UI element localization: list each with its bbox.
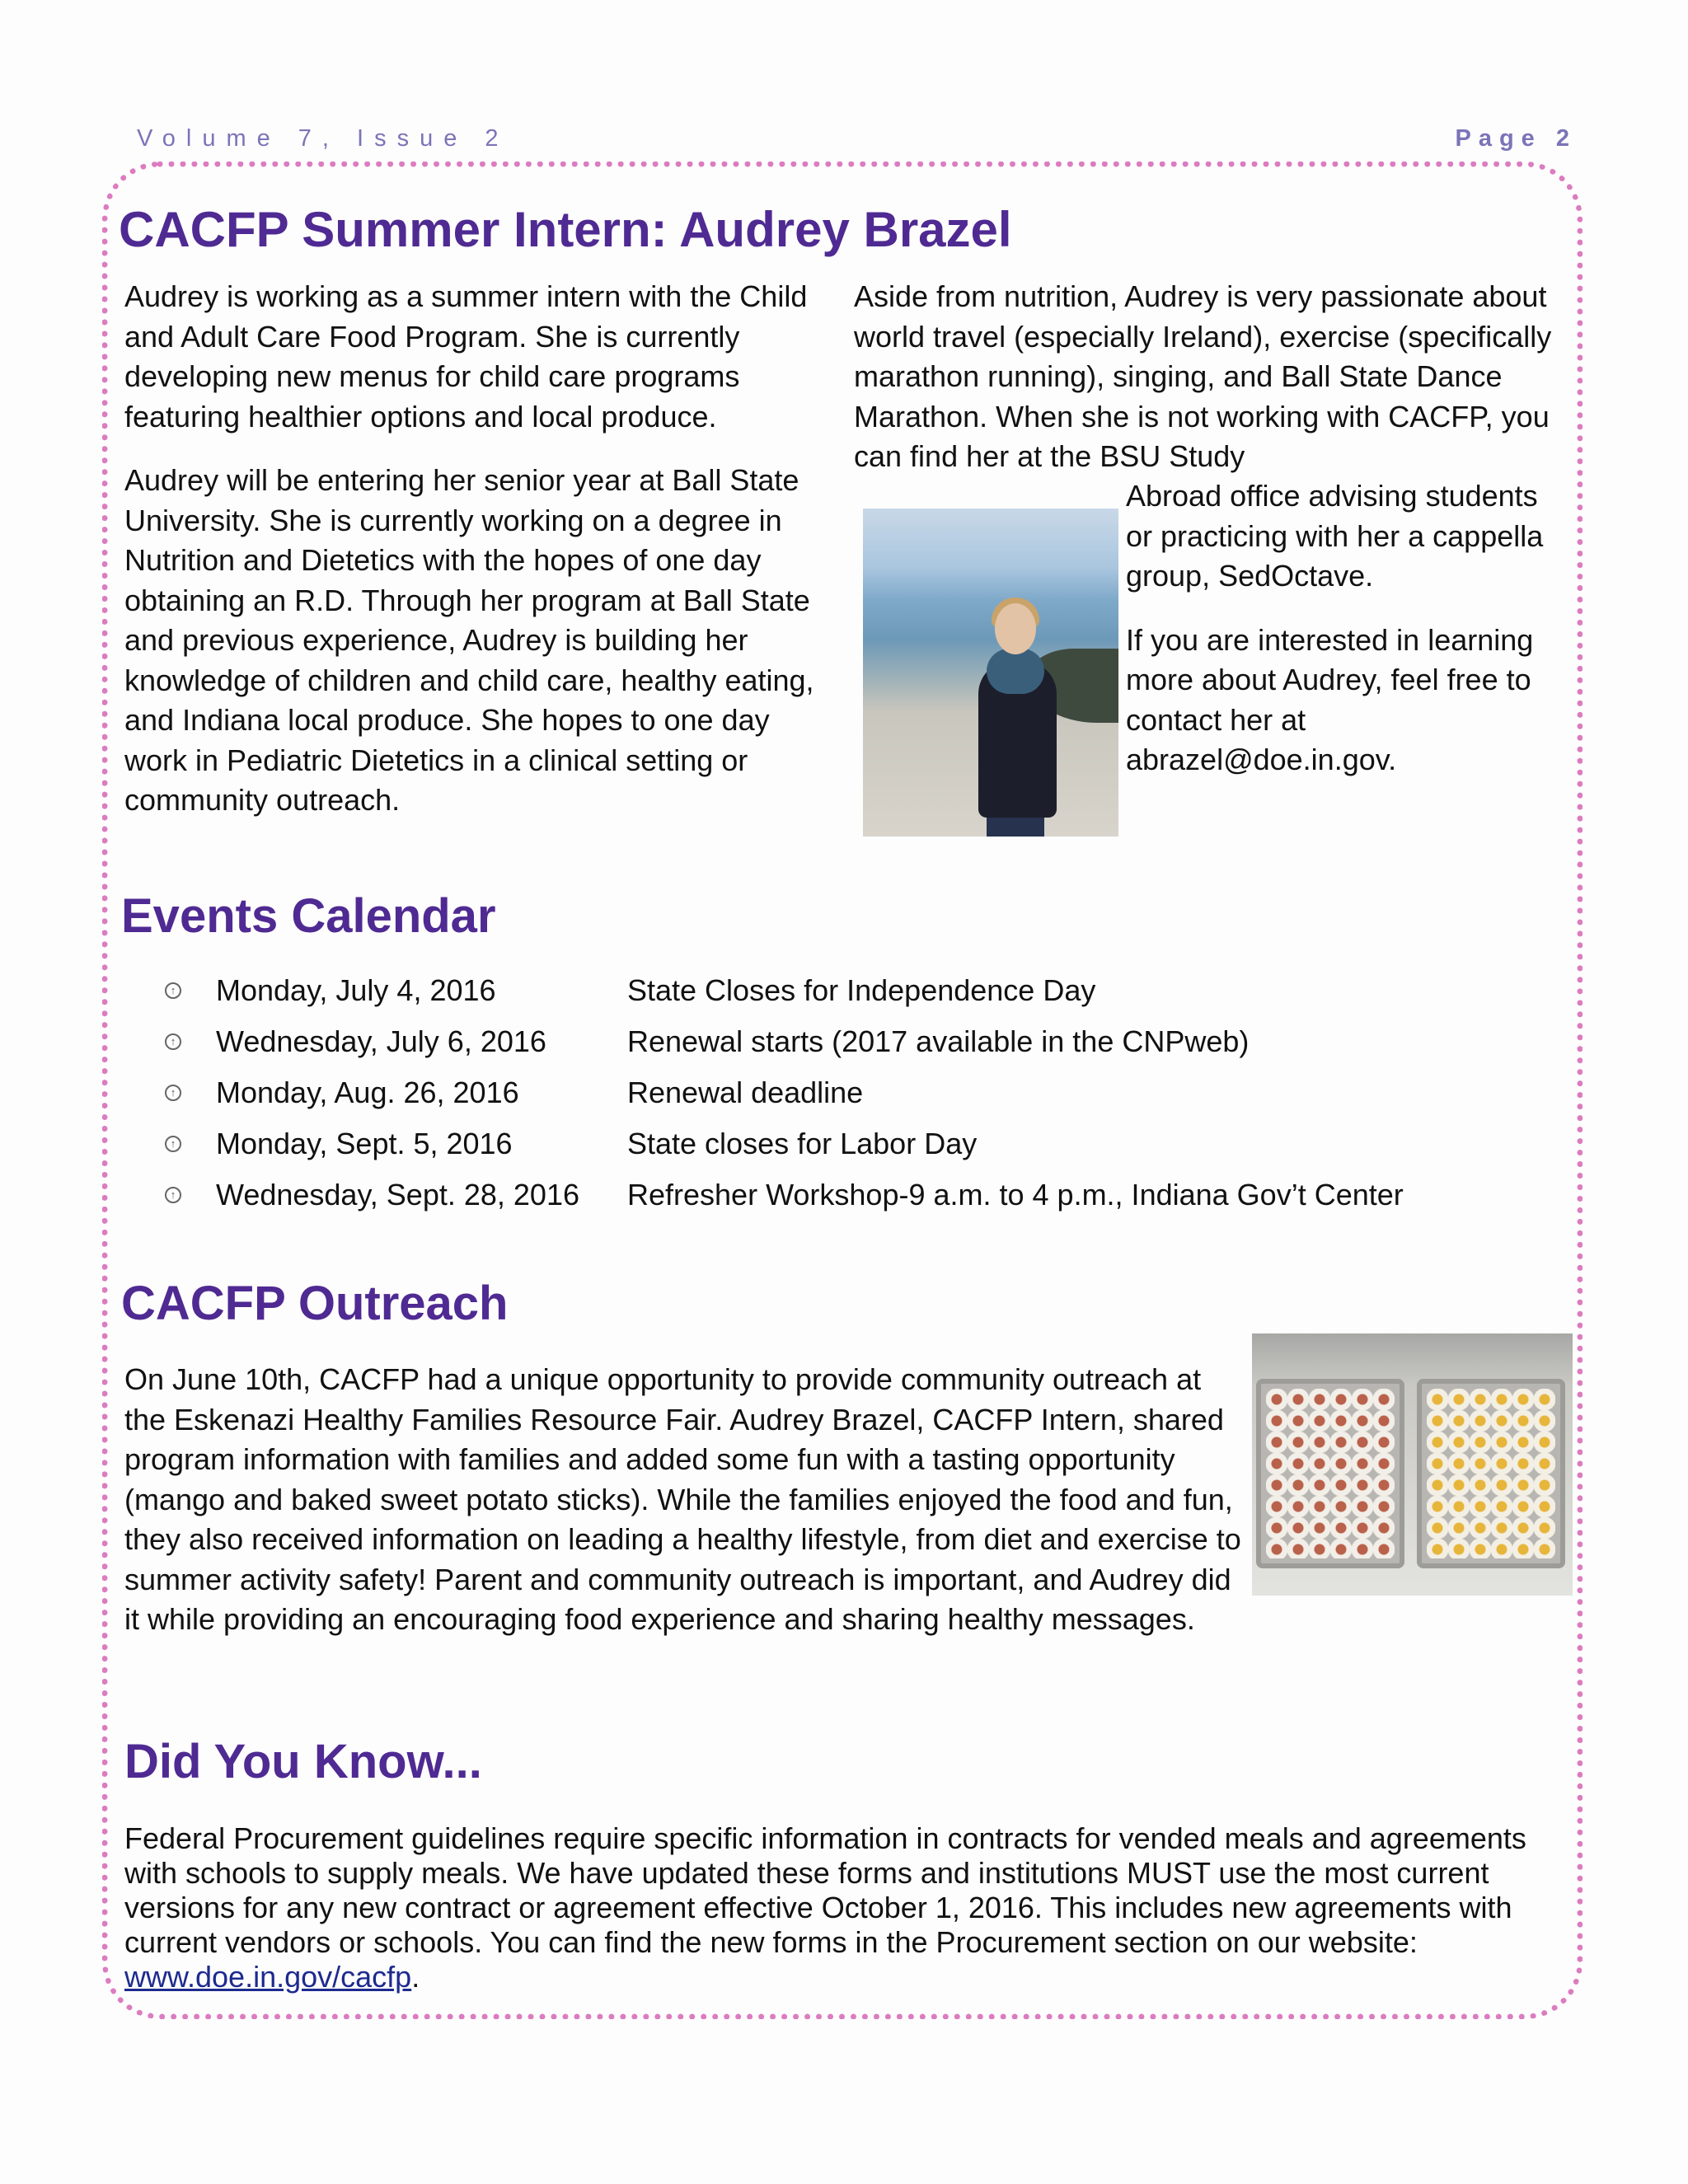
intern-paragraph-3: Aside from nutrition, Audrey is very passionate about world travel (especially Ireland), exercise (specifically marathon running), singing, and Ball State Dance Marathon. When she is not working with CACFP, you can find her at the BSU Study	[854, 279, 1552, 473]
clock-icon: ↑	[165, 1136, 181, 1152]
event-description: Renewal deadline	[627, 1076, 864, 1109]
event-date: Wednesday, July 6, 2016	[216, 1024, 546, 1058]
intern-column-left	[124, 277, 837, 845]
audrey-photo	[863, 509, 1118, 837]
events-title: Events Calendar	[121, 889, 496, 943]
volume-issue: Volume 7, Issue 2	[137, 125, 509, 152]
event-description: State Closes for Independence Day	[627, 973, 1096, 1007]
outreach-title: CACFP Outreach	[121, 1277, 509, 1330]
event-date: Monday, Sept. 5, 2016	[216, 1127, 513, 1160]
clock-icon: ↑	[165, 982, 181, 999]
event-date: Wednesday, Sept. 28, 2016	[216, 1178, 579, 1212]
intern-paragraph-4: Abroad office advising students or practicing with her a cappella group, SedOctave.	[1126, 479, 1544, 593]
intern-contact: If you are interested in learning more about Audrey, feel free to contact her at abrazel@doe.in.gov.	[1126, 622, 1534, 776]
event-description: Refresher Workshop-9 a.m. to 4 p.m., Indiana Gov’t Center	[627, 1178, 1404, 1212]
clock-icon: ↑	[165, 1187, 181, 1203]
event-date: Monday, Aug. 26, 2016	[216, 1076, 519, 1109]
didyouknow-body	[124, 1821, 1571, 1994]
intern-paragraph-2: Audrey will be entering her senior year at Ball State University. She is currently working on a degree in Nutrition and Dietetics with the hopes of one day obtaining an R.D. Through her program at Ball State and previous experience, Audrey is building her knowledge of children and child care, healthy eating, and Indiana local produce. She hopes to one day work in Pediatric Dietetics in a clinical setting or community outreach.	[124, 463, 814, 817]
clock-icon: ↑	[165, 1033, 181, 1050]
event-description: Renewal starts (2017 available in the CNPweb)	[627, 1024, 1250, 1058]
page-number: Page 2	[1455, 125, 1577, 152]
didyouknow-period: .	[411, 1960, 420, 1994]
clock-icon: ↑	[165, 1085, 181, 1101]
food-tasting-photo	[1252, 1333, 1573, 1596]
cacfp-website-link[interactable]: www.doe.in.gov/cacfp	[124, 1960, 412, 1994]
event-date: Monday, July 4, 2016	[216, 973, 496, 1007]
intern-column-right-wrap	[1126, 476, 1571, 804]
didyouknow-title: Did You Know...	[124, 1735, 482, 1788]
intern-paragraph-1: Audrey is working as a summer intern with the Child and Adult Care Food Program. She is currently developing new menus for child care programs featuring healthier options and local produce.	[124, 279, 808, 434]
event-description: State closes for Labor Day	[627, 1127, 978, 1160]
outreach-body: On June 10th, CACFP had a unique opportunity to provide community outreach at the Eskenazi Healthy Families Resource Fair. Audrey Brazel, CACFP Intern, shared program information with families and added some fun with a tasting opportunity (mango and baked sweet potato sticks). While the families enjoyed the food and fun, they also received information on leading a healthy lifestyle, from diet and exercise to summer activity safety! Parent and community outreach is important, and Audrey did it while providing an encouraging food experience and sharing healthy messages.	[124, 1362, 1241, 1636]
intern-title: CACFP Summer Intern: Audrey Brazel	[119, 202, 1012, 257]
didyouknow-text: Federal Procurement guidelines require specific information in contracts for vended meals and agreements with schools to supply meals. We have updated these forms and institutions MUST use the most current versions for any new contract or agreement effective October 1, 2016. This includes new agreements with current vendors or schools. You can find the new forms in the Procurement section on our website:	[124, 1821, 1526, 1959]
